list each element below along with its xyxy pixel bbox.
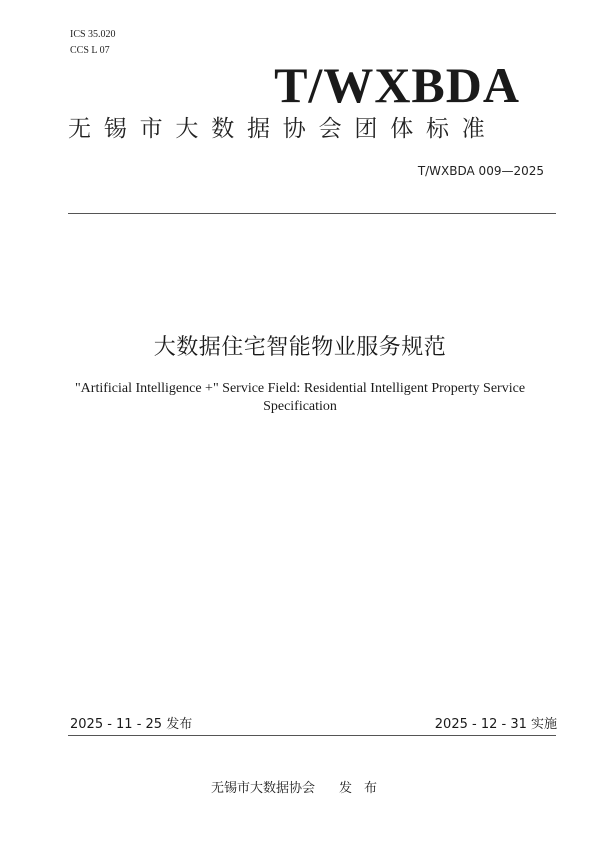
standard-logo: T/WXBDA <box>274 57 520 113</box>
standard-title-english: "Artificial Intelligence +" Service Field: Residential Intelligent Property Service Specification <box>74 381 526 414</box>
organization-standard-heading: 无锡市大数据协会团体标准 <box>68 116 498 142</box>
issuer-line <box>0 777 600 796</box>
bottom-divider <box>68 735 556 736</box>
issuer-verb: 发布 <box>339 781 390 796</box>
ics-code: ICS 35.020 <box>70 29 116 40</box>
publish-date: 2025 - 11 - 25 发布 <box>70 717 193 732</box>
ccs-code: CCS L 07 <box>70 45 110 56</box>
issuer-organization: 无锡市大数据协会 <box>210 781 315 796</box>
implementation-date: 2025 - 12 - 31 实施 <box>434 717 557 732</box>
standard-title-chinese: 大数据住宅智能物业服务规范 <box>153 335 447 360</box>
standard-number: T/WXBDA 009—2025 <box>417 164 544 178</box>
top-divider <box>68 213 556 214</box>
